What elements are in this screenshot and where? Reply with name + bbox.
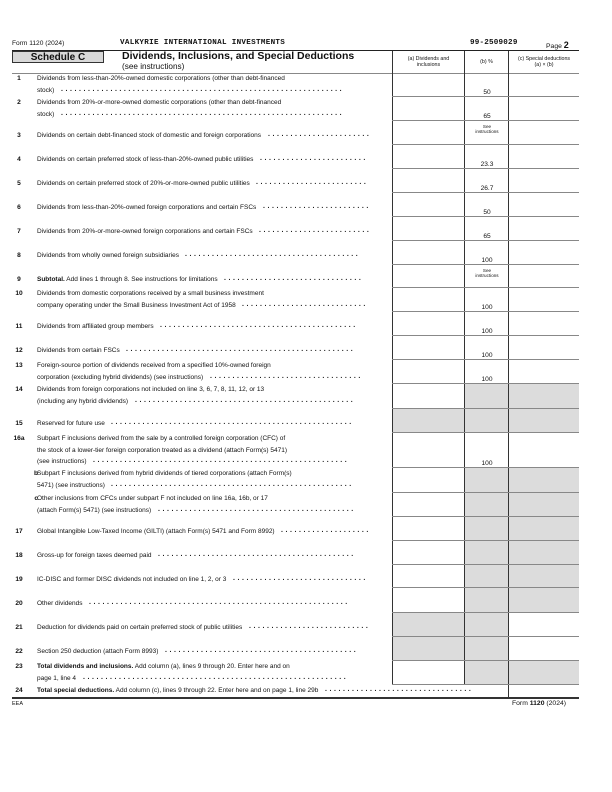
cell-percent	[464, 73, 508, 97]
leader-dots: ...............................	[224, 274, 364, 282]
percent-value: 100	[481, 352, 493, 359]
cell-percent	[464, 541, 508, 565]
cell-dividends-inclusions[interactable]	[392, 517, 464, 541]
cell-percent	[464, 288, 508, 312]
table-row	[0, 97, 612, 121]
table-row	[0, 217, 612, 241]
line-number: 2	[17, 99, 21, 106]
line-description-text: Global Intangible Low-Taxed Income (GILTI) (attach Form(s) 5471 and Form 8992)	[37, 528, 275, 535]
cell-percent	[464, 169, 508, 193]
line-number: 6	[17, 204, 21, 211]
column-header-b-label: (b) %	[480, 58, 493, 65]
line-description-text: Other inclusions from CFCs under subpart F not included on line 16a, 16b, or 17	[37, 495, 268, 502]
cell-dividends-inclusions[interactable]	[392, 565, 464, 588]
cell-special-deductions[interactable]	[508, 145, 579, 169]
line-description-text: stock)	[37, 111, 55, 118]
cell-special-deductions	[508, 661, 579, 685]
line-description-text: Subpart F inclusions derived from hybrid dividends of tiered corporations (attach Form(s)	[37, 470, 292, 477]
percent-value: 100	[481, 460, 493, 467]
line-description-text: Dividends on certain preferred stock of 20%-or-more-owned public utilities	[37, 180, 250, 187]
line-description-text: Add lines 1 through 8. See instructions for limitations	[64, 275, 218, 283]
line-number: 24	[15, 687, 23, 694]
line-description-text: Dividends from foreign corporations not included on line 3, 6, 7, 8, 11, 12, or 13	[37, 386, 265, 393]
table-row	[0, 493, 612, 517]
line-description-text: Dividends from domestic corporations received by a small business investment	[37, 290, 264, 297]
line-description	[37, 433, 389, 445]
cell-dividends-inclusions[interactable]	[392, 121, 464, 145]
cell-special-deductions	[508, 468, 579, 493]
line-number: 9	[17, 275, 21, 283]
line-description-text: Dividends from 20%-or-more-owned foreign corporations and certain FSCs	[37, 228, 253, 235]
cell-percent	[464, 493, 508, 517]
cell-percent	[464, 121, 508, 145]
line-description-text: Subpart F inclusions derived from the sale by a controlled foreign corporation (CFC) of	[37, 435, 286, 442]
percent-see-instructions: See instructions	[475, 268, 499, 279]
line-description-text: Dividends on certain debt-financed stock of domestic and foreign corporations	[37, 132, 262, 139]
column-header-b	[464, 51, 508, 73]
footer-form-prefix: Form	[512, 700, 528, 707]
line-number: 5	[17, 180, 21, 187]
percent-value: 65	[483, 113, 491, 120]
line-number: 12	[15, 347, 23, 354]
leader-dots: ........................	[263, 203, 371, 210]
cell-special-deductions[interactable]	[508, 97, 579, 121]
cell-special-deductions[interactable]	[508, 360, 579, 384]
line-description-lead: Total special deductions.	[37, 687, 115, 694]
line-number: 10	[15, 290, 23, 297]
table-row	[0, 121, 612, 145]
cell-special-deductions[interactable]	[508, 169, 579, 193]
cell-special-deductions[interactable]	[508, 288, 579, 312]
line-number: 3	[17, 132, 21, 139]
table-row	[0, 637, 612, 661]
cell-percent	[464, 637, 508, 661]
cell-dividends-inclusions[interactable]	[392, 588, 464, 613]
line-number: 20	[15, 599, 23, 607]
cell-special-deductions[interactable]	[508, 613, 579, 637]
cell-special-deductions[interactable]	[508, 121, 579, 145]
leader-dots: ............................	[242, 301, 368, 308]
table-row	[0, 517, 612, 541]
cell-percent	[464, 360, 508, 384]
table-row	[0, 265, 612, 288]
table-row	[0, 588, 612, 613]
leader-dots: ...............................................................	[61, 86, 345, 93]
leader-dots: ............................................	[160, 322, 358, 329]
cell-percent	[464, 145, 508, 169]
leader-dots: .......................	[268, 131, 372, 138]
line-description-text: Deduction for dividends paid on certain preferred stock of public utilities	[37, 624, 243, 631]
line-description-text: (attach Form(s) 5471) (see instructions)	[37, 507, 152, 514]
line-number: 17	[15, 528, 23, 535]
line-description-text: corporation (excluding hybrid dividends) (see instructions)	[37, 374, 204, 381]
line-number: 18	[15, 552, 23, 559]
line-description-text: Foreign-source portion of dividends received from a specified 10%-owned foreign	[37, 362, 271, 369]
line-number: 14	[15, 386, 23, 393]
table-row	[0, 73, 612, 97]
table-row	[0, 468, 612, 493]
leader-dots: ...........................................	[165, 647, 359, 654]
line-description-text: Dividends from certain FSCs	[37, 347, 120, 354]
cell-dividends-inclusions[interactable]	[392, 288, 464, 312]
line-number: 4	[17, 156, 21, 163]
leader-dots: .................................	[325, 686, 474, 693]
line-description-text: Reserved for future use	[37, 420, 105, 427]
leader-dots: ...................................................	[126, 346, 356, 353]
line-description-text: Add column (c), lines 9 through 22. Enter here and on page 1, line 29b	[114, 687, 319, 694]
leader-dots: .................................................	[135, 397, 356, 404]
line-description-lead: Total dividends and inclusions.	[37, 663, 134, 670]
cell-special-deductions[interactable]	[508, 193, 579, 217]
company-name: VALKYRIE INTERNATIONAL INVESTMENTS	[120, 39, 286, 47]
line-description-text: (see instructions)	[37, 458, 87, 465]
table-row	[0, 193, 612, 217]
line-description-text: Gross-up for foreign taxes deemed paid	[37, 552, 152, 559]
cell-dividends-inclusions[interactable]	[392, 493, 464, 517]
cell-percent	[464, 384, 508, 409]
cell-percent	[464, 468, 508, 493]
table-row	[0, 433, 612, 468]
cell-percent	[464, 312, 508, 336]
column-header-a	[392, 51, 464, 73]
percent-value: 23.3	[480, 161, 494, 168]
cell-dividends-inclusions[interactable]	[392, 541, 464, 565]
cell-percent	[464, 409, 508, 433]
cell-percent	[464, 241, 508, 265]
cell-special-deductions	[508, 517, 579, 541]
leader-dots: ..............................	[233, 574, 368, 582]
leader-dots: ...........................	[249, 623, 371, 630]
line-description-text: (including any hybrid dividends)	[37, 398, 129, 405]
percent-value: 100	[481, 328, 493, 335]
schedule-subtitle: (see instructions)	[122, 62, 185, 71]
line-description-text: Dividends from wholly owned foreign subsidiaries	[37, 252, 179, 259]
percent-value: 100	[481, 376, 493, 383]
line-number: 8	[17, 252, 21, 259]
page-number: 2	[563, 40, 569, 50]
line-number: 1	[17, 75, 21, 82]
cell-special-deductions	[508, 384, 579, 409]
column-header-c	[508, 51, 579, 73]
leader-dots: ............................................	[158, 506, 356, 513]
line-description-text: Dividends from less-than-20%-owned domestic corporations (other than debt-financed	[37, 75, 285, 82]
cell-dividends-inclusions	[392, 409, 464, 433]
leader-dots: ....................	[281, 527, 371, 534]
leader-dots: ...............................................................	[61, 110, 345, 117]
line-number: 23	[15, 663, 23, 670]
page-indicator	[546, 40, 569, 50]
percent-value: 65	[483, 233, 491, 240]
footer-form-number: 1120	[529, 700, 545, 707]
cell-dividends-inclusions[interactable]	[392, 468, 464, 493]
cell-percent	[464, 588, 508, 613]
footer-form-year: (2024)	[546, 700, 567, 707]
line-number: 11	[15, 323, 23, 330]
cell-percent	[464, 97, 508, 121]
line-description-text: Other dividends	[37, 599, 83, 607]
cell-dividends-inclusions	[392, 637, 464, 661]
line-number: 13	[15, 362, 23, 369]
leader-dots: ........................	[260, 155, 368, 162]
table-row	[0, 336, 612, 360]
percent-value: 50	[483, 209, 491, 216]
leader-dots: .........................	[256, 179, 369, 186]
line-description-text: Dividends from affiliated group members	[37, 323, 154, 330]
cell-special-deductions	[508, 541, 579, 565]
table-row	[0, 360, 612, 384]
table-row	[0, 145, 612, 169]
cell-dividends-inclusions[interactable]	[392, 433, 464, 468]
cell-special-deductions[interactable]	[508, 241, 579, 265]
percent-value: 50	[483, 89, 491, 96]
line-description-lead: Subtotal.	[37, 275, 65, 283]
cell-percent	[464, 217, 508, 241]
cell-percent	[464, 661, 508, 685]
footer-form-id	[512, 700, 566, 707]
cell-percent	[464, 265, 508, 288]
table-row	[0, 384, 612, 409]
cell-special-deductions[interactable]	[508, 312, 579, 336]
cell-special-deductions	[508, 409, 579, 433]
line-description-text: page 1, line 4	[37, 675, 77, 682]
line-number: 15	[15, 420, 23, 427]
line-description-text: company operating under the Small Business Investment Act of 1958	[37, 302, 236, 309]
line-number: c	[34, 495, 38, 502]
cell-dividends-inclusions[interactable]	[392, 241, 464, 265]
cell-special-deductions[interactable]	[508, 265, 579, 288]
line-number: b	[33, 470, 38, 477]
cell-special-deductions	[508, 565, 579, 588]
leader-dots: .........................	[259, 227, 372, 234]
line-description-text: stock)	[37, 87, 55, 94]
schedule-tag: Schedule C	[12, 51, 104, 63]
cell-dividends-inclusions[interactable]	[392, 97, 464, 121]
line-number: 21	[15, 624, 23, 631]
bottom-rule	[12, 697, 579, 699]
cell-special-deductions[interactable]	[508, 217, 579, 241]
cell-dividends-inclusions[interactable]	[392, 336, 464, 360]
line-description-text: Add column (a), lines 9 through 20. Enter here and on	[133, 663, 290, 670]
table-row	[0, 241, 612, 265]
ein: 99-2509029	[470, 39, 518, 47]
cell-dividends-inclusions[interactable]	[392, 169, 464, 193]
line-description-text: 5471) (see instructions)	[37, 482, 105, 489]
line-number: 19	[15, 575, 23, 583]
cell-special-deductions[interactable]	[508, 336, 579, 360]
table-row	[0, 288, 612, 312]
leader-dots: ..........................................................	[89, 598, 350, 606]
leader-dots: .........................................................	[93, 457, 350, 464]
line-description-text: Section 250 deduction (attach Form 8993)	[37, 648, 159, 655]
percent-value: 100	[481, 304, 493, 311]
column-header-c-label: (c) Special deductions (a) × (b)	[517, 55, 571, 68]
percent-value: 26.7	[480, 185, 494, 192]
table-row	[0, 685, 612, 697]
line-number: 22	[15, 648, 23, 655]
cell-dividends-inclusions[interactable]	[392, 265, 464, 288]
cell-dividends-inclusions[interactable]	[392, 360, 464, 384]
line-description-text: Dividends from 20%-or-more-owned domestic corporations (other than debt-financed	[37, 99, 282, 106]
leader-dots: ...........................................................	[83, 674, 349, 681]
cell-percent	[464, 336, 508, 360]
page-label: Page	[546, 43, 562, 50]
line-description-text: Dividends on certain preferred stock of less-than-20%-owned public utilities	[37, 156, 254, 163]
cell-dividends-inclusions[interactable]	[392, 217, 464, 241]
cell-percent	[464, 517, 508, 541]
leader-dots: ..................................	[210, 373, 363, 380]
table-row	[0, 409, 612, 433]
cell-percent	[464, 433, 508, 468]
leader-dots: ............................................	[158, 551, 356, 558]
cell-special-deductions[interactable]	[508, 73, 579, 97]
percent-value: 100	[481, 257, 493, 264]
cell-dividends-inclusions[interactable]	[392, 384, 464, 409]
cell-dividends-inclusions[interactable]	[392, 661, 464, 685]
leader-dots: ......................................................	[111, 419, 354, 426]
table-row	[0, 312, 612, 336]
cell-dividends-inclusions[interactable]	[392, 73, 464, 97]
line-description-text: the stock of a lower-tier foreign corporation treated as a dividend (attach Form(s) 5471)	[37, 446, 288, 454]
table-row	[0, 169, 612, 193]
cell-dividends-inclusions[interactable]	[392, 145, 464, 169]
cell-special-deductions[interactable]	[508, 685, 579, 697]
schedule-title: Dividends, Inclusions, and Special Deductions	[122, 50, 355, 62]
cell-special-deductions	[508, 493, 579, 517]
cell-percent	[464, 193, 508, 217]
eea-label: EEA	[12, 701, 24, 707]
line-number: 16a	[13, 435, 25, 442]
column-header-a-label: (a) Dividends and inclusions	[407, 55, 450, 68]
percent-see-instructions: See instructions	[475, 124, 499, 135]
cell-percent	[464, 613, 508, 637]
table-row	[0, 613, 612, 637]
leader-dots: ......................................................	[111, 481, 354, 488]
cell-dividends-inclusions[interactable]	[392, 193, 464, 217]
cell-dividends-inclusions[interactable]	[392, 312, 464, 336]
table-row	[0, 661, 612, 685]
leader-dots: .......................................	[185, 251, 361, 258]
cell-percent	[464, 565, 508, 588]
table-row	[0, 565, 612, 588]
cell-special-deductions[interactable]	[508, 433, 579, 468]
line-description-text: IC-DISC and former DISC dividends not included on line 1, 2, or 3	[37, 575, 227, 583]
line-description-text: Dividends from less-than-20%-owned foreign corporations and certain FSCs	[37, 204, 257, 211]
line-number: 7	[17, 228, 21, 235]
cell-special-deductions	[508, 588, 579, 613]
form-id: Form 1120 (2024)	[12, 40, 65, 47]
cell-special-deductions[interactable]	[508, 637, 579, 661]
cell-dividends-inclusions	[392, 613, 464, 637]
table-row	[0, 541, 612, 565]
